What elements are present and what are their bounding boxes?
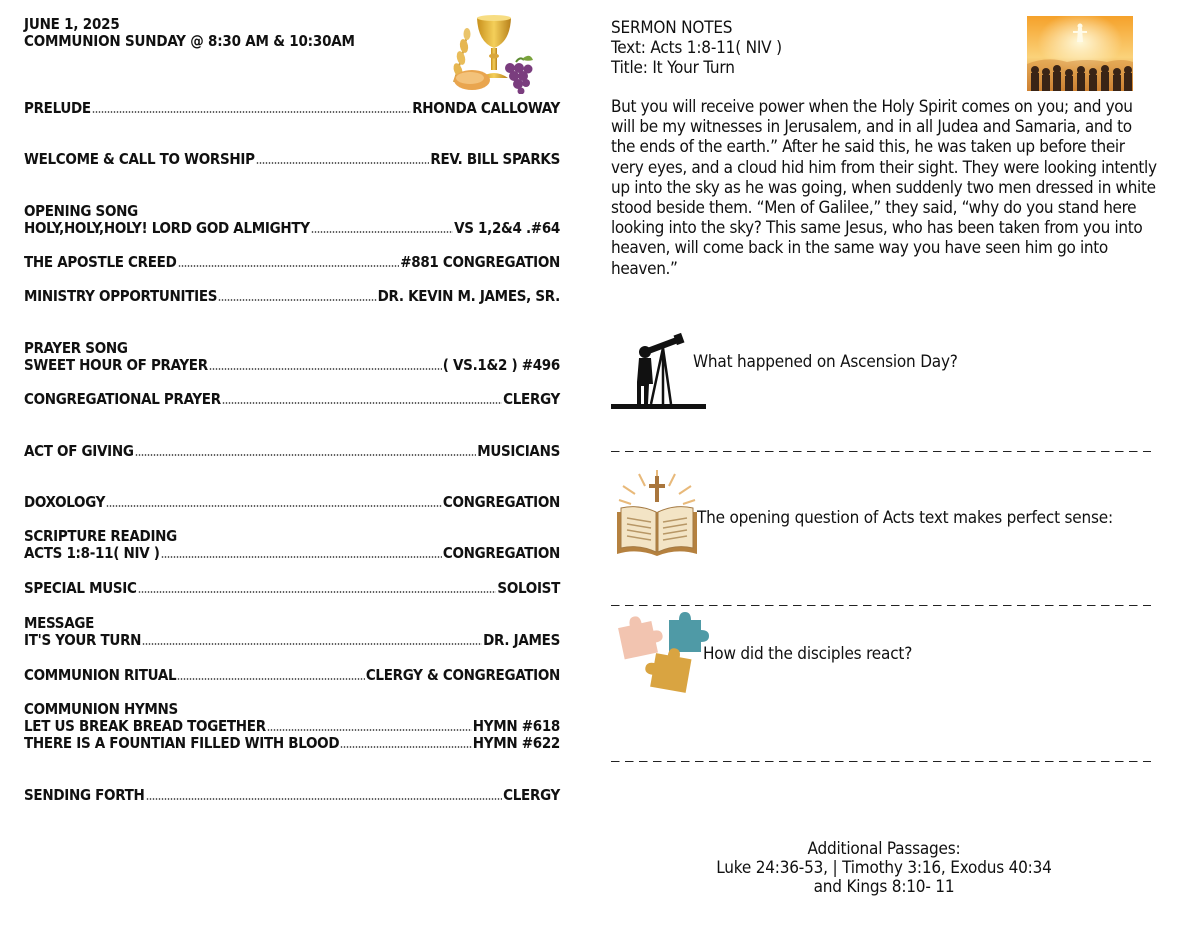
order-item-doxology [24,494,560,511]
ascension-scene-icon [1027,16,1133,91]
order-item-welcome [24,151,560,168]
item-heading: PRAYER SONG [24,339,128,357]
item-title: SPECIAL MUSIC [24,579,137,597]
item-title: SWEET HOUR OF PRAYER [24,356,208,374]
service-date: JUNE 1, 2025 [24,15,120,33]
item-leader: VS 1,2&4 .#64 [454,219,560,237]
answer-line-1 [611,451,1151,453]
item-leader: ( VS.1&2 ) #496 [442,356,560,374]
item-leader: SOLOIST [497,579,560,597]
item-title: LET US BREAK BREAD TOGETHER [24,717,266,735]
open-bible-icon [615,468,699,560]
item-heading: OPENING SONG [24,202,138,220]
order-item-communion-ritual [24,667,560,684]
additional-passages-line2: and Kings 8:10- 11 [813,877,955,897]
order-of-service-column [24,0,562,931]
additional-passages [611,840,1157,897]
order-item-scripture-reading [24,528,560,562]
order-item-prelude [24,100,560,117]
item-leader: #881 CONGREGATION [400,253,560,271]
item-heading: COMMUNION HYMNS [24,700,178,718]
item-title: WELCOME & CALL TO WORSHIP [24,150,255,168]
item-leader: CONGREGATION [442,493,560,511]
item-title: IT'S YOUR TURN [24,631,142,649]
item-leader: CLERGY [503,390,560,408]
item-title: DOXOLOGY [24,493,106,511]
sermon-title: Title: It Your Turn [611,58,735,78]
question-opening-question: The opening question of Acts text makes perfect sense: [697,508,1113,528]
order-item-prayer-song [24,340,560,374]
item-title: MINISTRY OPPORTUNITIES [24,287,218,305]
item-title: ACTS 1:8-11( NIV ) [24,544,160,562]
order-item-opening-song [24,203,560,237]
item-leader: HYMN #622 [472,734,560,752]
item-title: ACT OF GIVING [24,442,134,460]
item-leader: DR. JAMES [483,631,560,649]
item-heading: SCRIPTURE READING [24,527,177,545]
telescope-icon [611,332,707,412]
item-title: THERE IS A FOUNTIAN FILLED WITH BLOOD [24,734,340,752]
order-item-special-music [24,580,560,597]
question-ascension-day: What happened on Ascension Day? [693,352,958,372]
puzzle-pieces-icon [617,612,709,694]
item-title: COMMUNION RITUAL [24,666,177,684]
sermon-notes-column [611,0,1171,931]
item-heading: MESSAGE [24,614,95,632]
item-title: CONGREGATIONAL PRAYER [24,390,221,408]
item-title: THE APOSTLE CREED [24,253,177,271]
additional-passages-line1: Luke 24:36-53, | Timothy 3:16, Exodus 40:34 [716,858,1052,878]
item-title: HOLY,HOLY,HOLY! LORD GOD ALMIGHTY [24,219,310,237]
chalice-bread-grapes-icon [444,12,534,94]
item-title: SENDING FORTH [24,786,145,804]
item-leader: RHONDA CALLOWAY [412,99,560,117]
order-item-congregational-prayer [24,391,560,408]
sermon-text-reference: Text: Acts 1:8-11( NIV ) [611,38,782,58]
sermon-notes-header [611,18,782,78]
item-leader: HYMN #618 [472,717,560,735]
order-item-ministry [24,288,560,305]
order-item-sending-forth [24,787,560,804]
item-leader: CONGREGATION [442,544,560,562]
answer-line-2 [611,605,1151,607]
service-time: COMMUNION SUNDAY @ 8:30 AM & 10:30AM [24,32,355,50]
order-item-act-of-giving [24,443,560,460]
service-header [24,16,355,50]
item-leader: DR. KEVIN M. JAMES, SR. [377,287,560,305]
order-item-apostle-creed [24,254,560,271]
sermon-notes-heading: SERMON NOTES [611,18,733,38]
additional-passages-label: Additional Passages: [807,839,961,859]
answer-line-3 [611,761,1151,763]
item-leader: CLERGY & CONGREGATION [365,666,560,684]
item-leader: REV. BILL SPARKS [430,150,560,168]
scripture-passage: But you will receive power when the Holy Spirit comes on you; and you will be my witnesses in Jerusalem, and in all Judea and Samaria, and to the ends of the earth.” After he said this, he was taken up before their very eyes, and a cloud hid him from their sight. They were looking intently up into the sky as he was going, when suddenly two men dressed in white stood beside them. “Men of Galilee,” they said, “why do you stand here looking into the sky? This same Jesus, who has been taken from you into heaven, will come back in the same way you have seen him go into heaven.” [611,97,1157,279]
question-disciples-react: How did the disciples react? [703,644,913,664]
item-leader: MUSICIANS [477,442,560,460]
order-item-message [24,615,560,649]
item-title: PRELUDE [24,99,91,117]
order-item-communion-hymns [24,701,560,752]
item-leader: CLERGY [503,786,560,804]
